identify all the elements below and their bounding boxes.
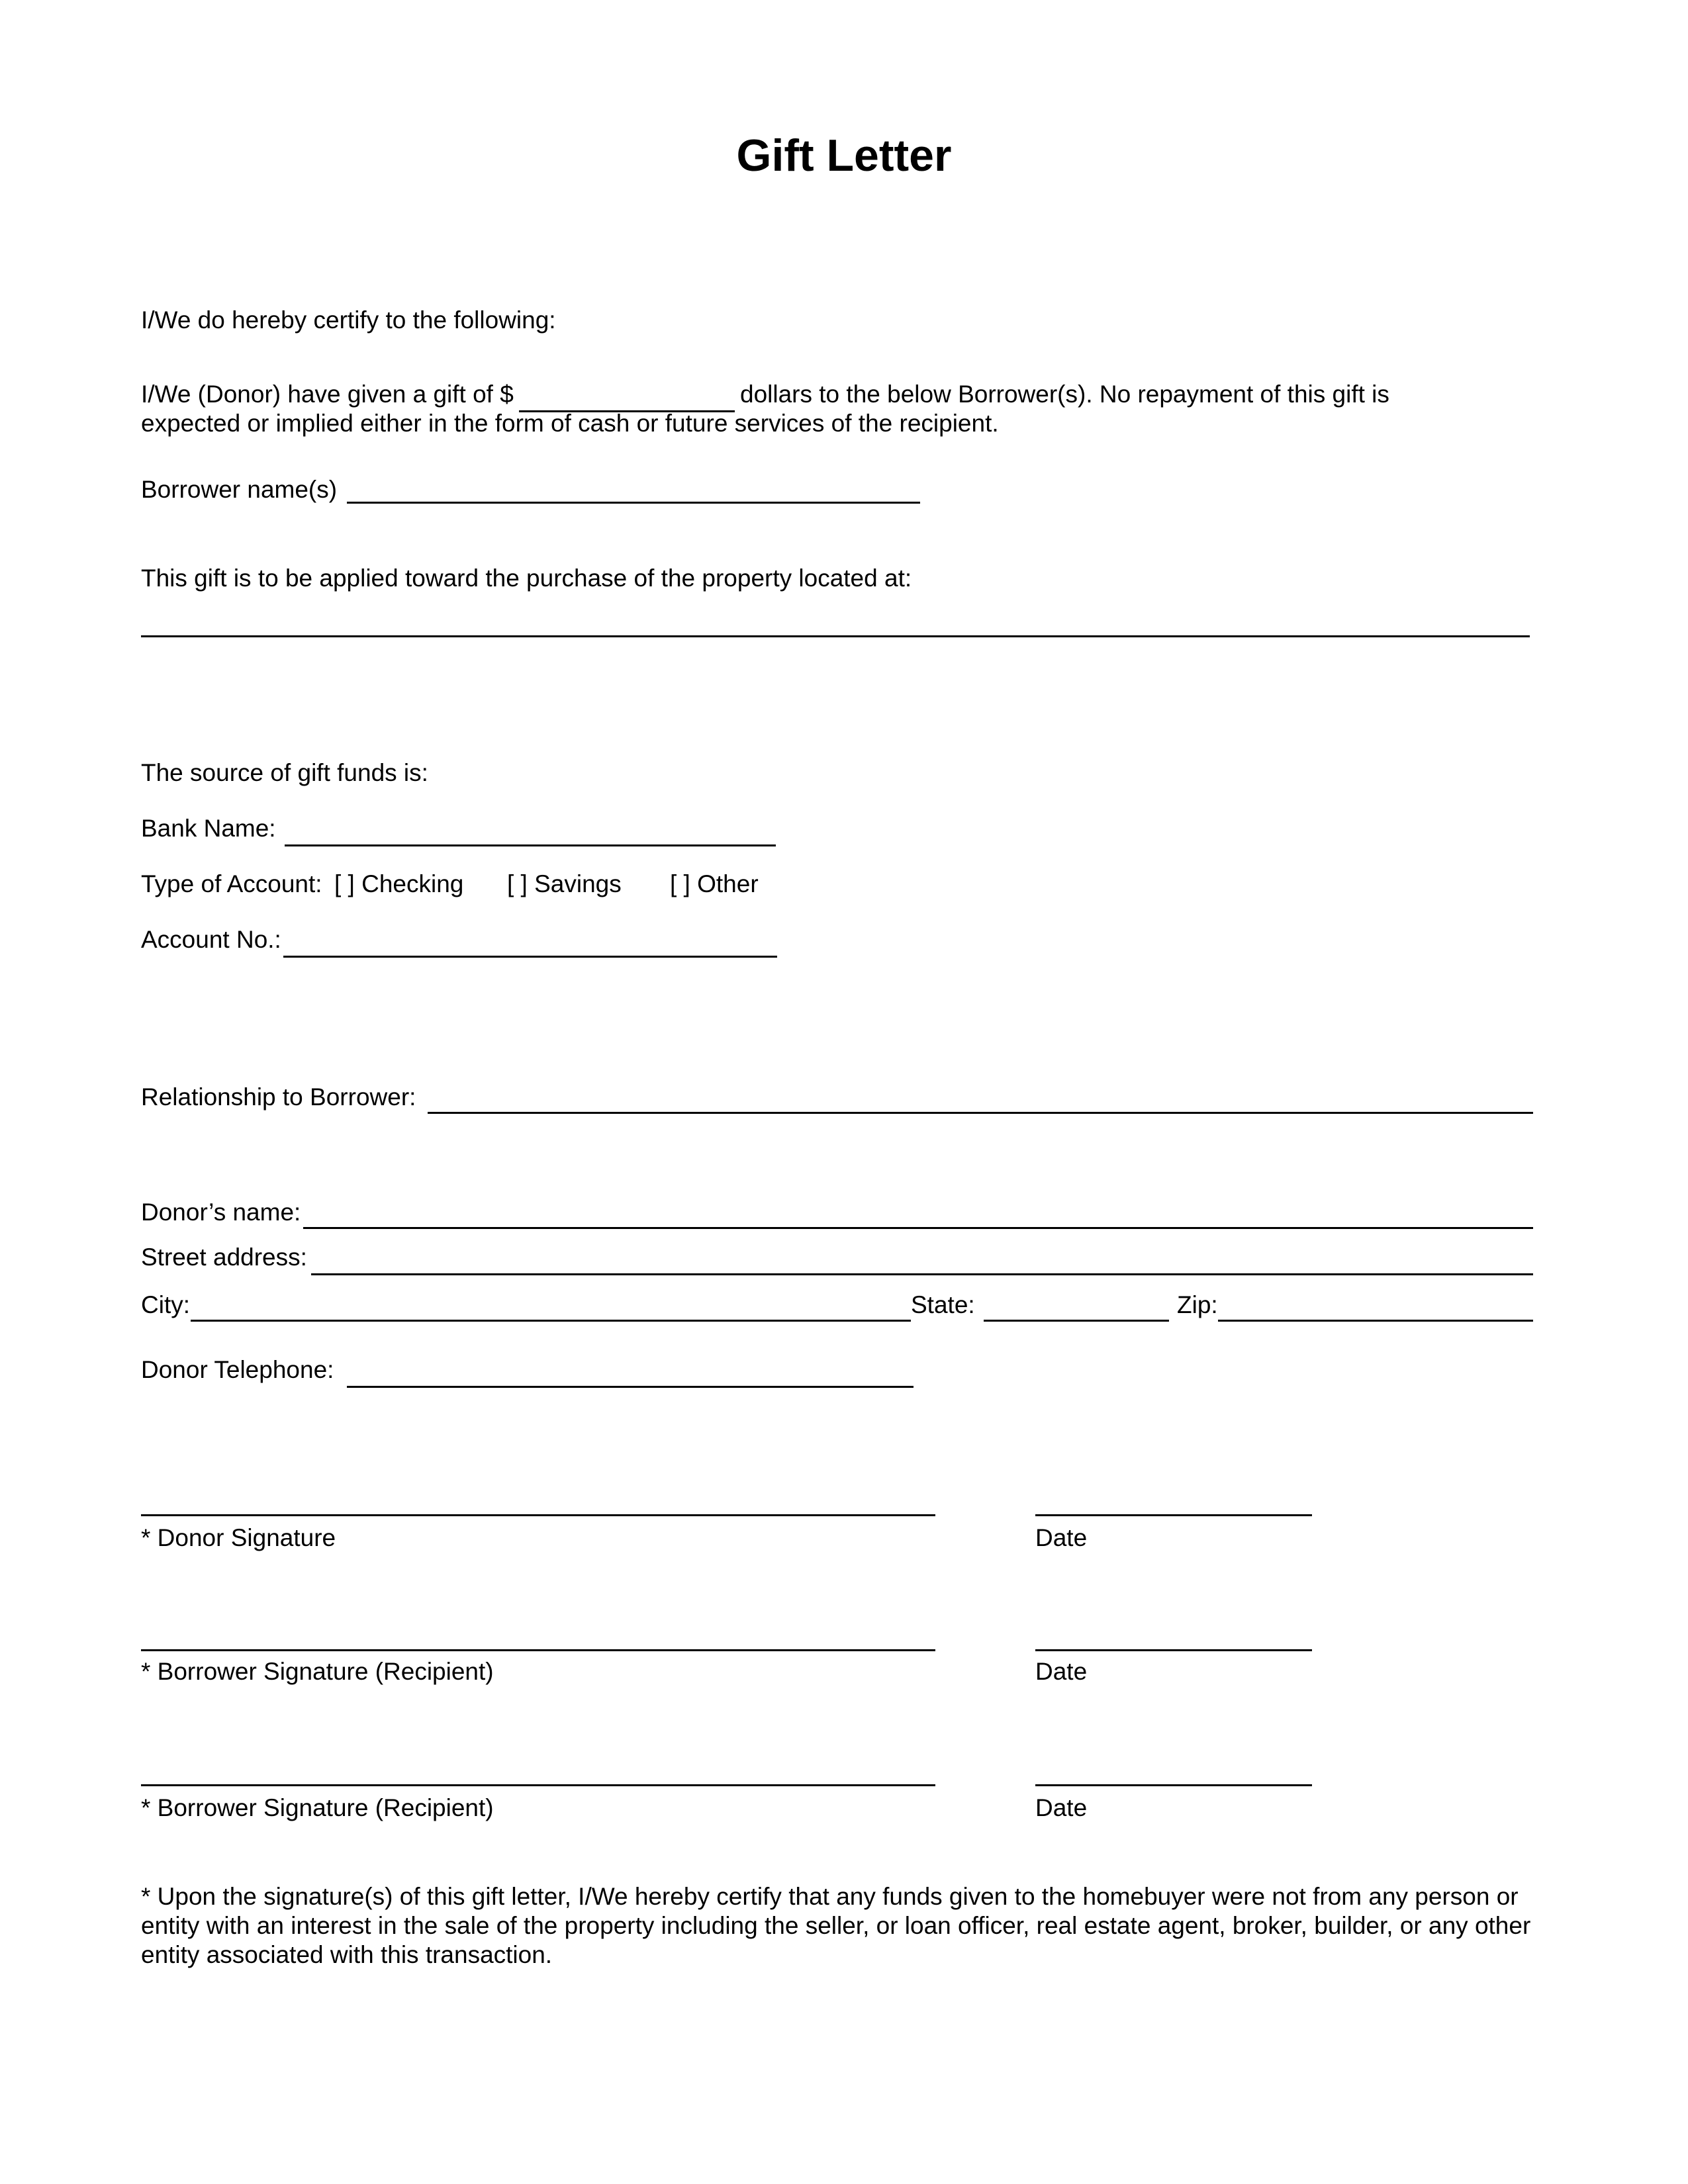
borrower1-signature-field[interactable] xyxy=(141,1649,935,1651)
donor-signature-label: * Donor Signature xyxy=(141,1524,336,1551)
donor-date-label: Date xyxy=(1035,1524,1088,1551)
city-field[interactable] xyxy=(191,1320,911,1322)
donor-phone-field[interactable] xyxy=(347,1386,914,1388)
borrower1-signature-label: * Borrower Signature (Recipient) xyxy=(141,1658,494,1685)
account-no-field[interactable] xyxy=(283,956,777,958)
bank-name-field[interactable] xyxy=(285,844,776,846)
borrower2-signature-label: * Borrower Signature (Recipient) xyxy=(141,1794,494,1821)
gift-statement-line2: expected or implied either in the form of cash or future services of the recipient. xyxy=(141,410,999,437)
borrower2-signature-field[interactable] xyxy=(141,1784,935,1786)
certify-intro: I/We do hereby certify to the following: xyxy=(141,306,556,334)
page-title: Gift Letter xyxy=(736,130,952,181)
donor-name-label: Donor’s name: xyxy=(141,1199,301,1226)
donor-date-field[interactable] xyxy=(1035,1514,1312,1516)
zip-field[interactable] xyxy=(1218,1320,1533,1322)
account-type-label: Type of Account: xyxy=(141,870,322,897)
checkbox-checking[interactable]: [ ] Checking xyxy=(334,870,464,897)
certification-footnote: * Upon the signature(s) of this gift letter, I/We hereby certify that any funds given to the homebuyer were not from any person or entity with an interest in the sale of the property including the seller, or loan officer, real estate agent, broker, builder, or any other entity associated with this transaction. xyxy=(141,1883,1531,1968)
borrower1-date-label: Date xyxy=(1035,1658,1088,1685)
donor-phone-label: Donor Telephone: xyxy=(141,1356,334,1383)
checkbox-savings[interactable]: [ ] Savings xyxy=(507,870,622,897)
source-label: The source of gift funds is: xyxy=(141,759,428,786)
borrower-names-field[interactable] xyxy=(347,502,920,504)
donor-signature-field[interactable] xyxy=(141,1514,935,1516)
borrower1-date-field[interactable] xyxy=(1035,1649,1312,1651)
street-address-label: Street address: xyxy=(141,1244,307,1271)
city-label: City: xyxy=(141,1291,190,1318)
state-label: State: xyxy=(911,1291,975,1318)
bank-name-label: Bank Name: xyxy=(141,815,276,842)
gift-statement-end: dollars to the below Borrower(s). No repayment of this gift is xyxy=(740,381,1389,408)
state-field[interactable] xyxy=(984,1320,1169,1322)
borrower2-date-field[interactable] xyxy=(1035,1784,1312,1786)
borrower2-date-label: Date xyxy=(1035,1794,1088,1821)
borrower-names-label: Borrower name(s) xyxy=(141,476,338,503)
donor-name-field[interactable] xyxy=(303,1227,1533,1229)
gift-statement-start: I/We (Donor) have given a gift of $ xyxy=(141,381,514,408)
zip-label: Zip: xyxy=(1177,1291,1218,1318)
checkbox-other[interactable]: [ ] Other xyxy=(670,870,759,897)
property-address-field[interactable] xyxy=(141,635,1530,637)
account-no-label: Account No.: xyxy=(141,926,281,953)
property-label: This gift is to be applied toward the purchase of the property located at: xyxy=(141,565,912,592)
street-address-field[interactable] xyxy=(311,1273,1533,1275)
relationship-field[interactable] xyxy=(428,1112,1533,1114)
relationship-label: Relationship to Borrower: xyxy=(141,1083,416,1111)
